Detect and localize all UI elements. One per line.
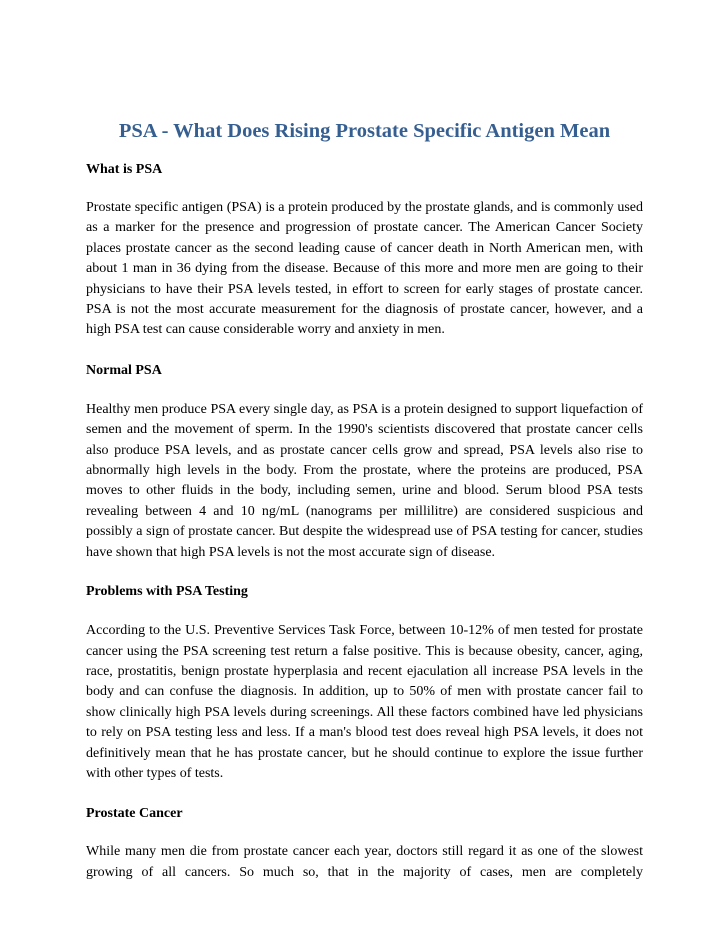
section-heading-what-is-psa: What is PSA: [86, 162, 163, 177]
section-paragraph-normal-psa: Healthy men produce PSA every single day, as PSA is a protein designed to support liquefaction of semen and the movement of sperm. In the 1990's scientists discovered that prostate cancer cells also produce PSA levels, and as prostate cancer cells grow and spread, PSA levels also rise to abnormally high levels in the body. From the prostate, where the proteins are produced, PSA moves to other fluids in the body, including semen, urine and blood. Serum blood PSA tests revealing between 4 and 10 ng/mL (nanograms per millilitre) are considered suspicious and possibly a sign of prostate cancer. But despite the widespread use of PSA testing for cancer, studies have shown that high PSA levels is not the most accurate sign of disease.: [86, 401, 643, 560]
section-paragraph-what-is-psa: Prostate specific antigen (PSA) is a protein produced by the prostate glands, and is commonly used as a marker for the presence and progression of prostate cancer. The American Cancer Society places prostate cancer as the second leading cause of cancer death in North American men, with about 1 man in 36 dying from the disease. Because of this more and more men are going to their physicians to have their PSA levels tested, in effort to screen for early stages of prostate cancer. PSA is not the most accurate measurement for the diagnosis of prostate cancer, however, and a high PSA test can cause considerable worry and anxiety in men.: [86, 200, 643, 338]
document-title: PSA - What Does Rising Prostate Specific Antigen Mean: [118, 120, 611, 142]
section-heading-normal-psa: Normal PSA: [86, 362, 162, 378]
section-heading-problems-with-psa-testing: Problems with PSA Testing: [86, 584, 248, 600]
section-paragraph-problems-with-psa-testing: According to the U.S. Preventive Services Task Force, between 10-12% of men tested for prostate cancer using the PSA screening test return a false positive. This is because obesity, cancer, aging, race, prostatitis, benign prostate hyperplasia and recent ejaculation all increase PSA levels in the body and can confuse the diagnosis. In addition, up to 50% of men with prostate cancer fail to show clinically high PSA levels during screenings. All these factors combined have led physicians to rely on PSA testing less and less. If a man's blood test does reveal high PSA levels, it does not definitively mean that he has prostate cancer, but he should continue to explore the issue further with other types of tests.: [86, 623, 643, 781]
document-page: [86, 0, 643, 883]
section-heading-prostate-cancer: Prostate Cancer: [86, 806, 183, 822]
section-paragraph-prostate-cancer: While many men die from prostate cancer each year, doctors still regard it as one of the slowest growing of all cancers. So much so, that in the majority of cases, men are completely: [86, 844, 643, 880]
